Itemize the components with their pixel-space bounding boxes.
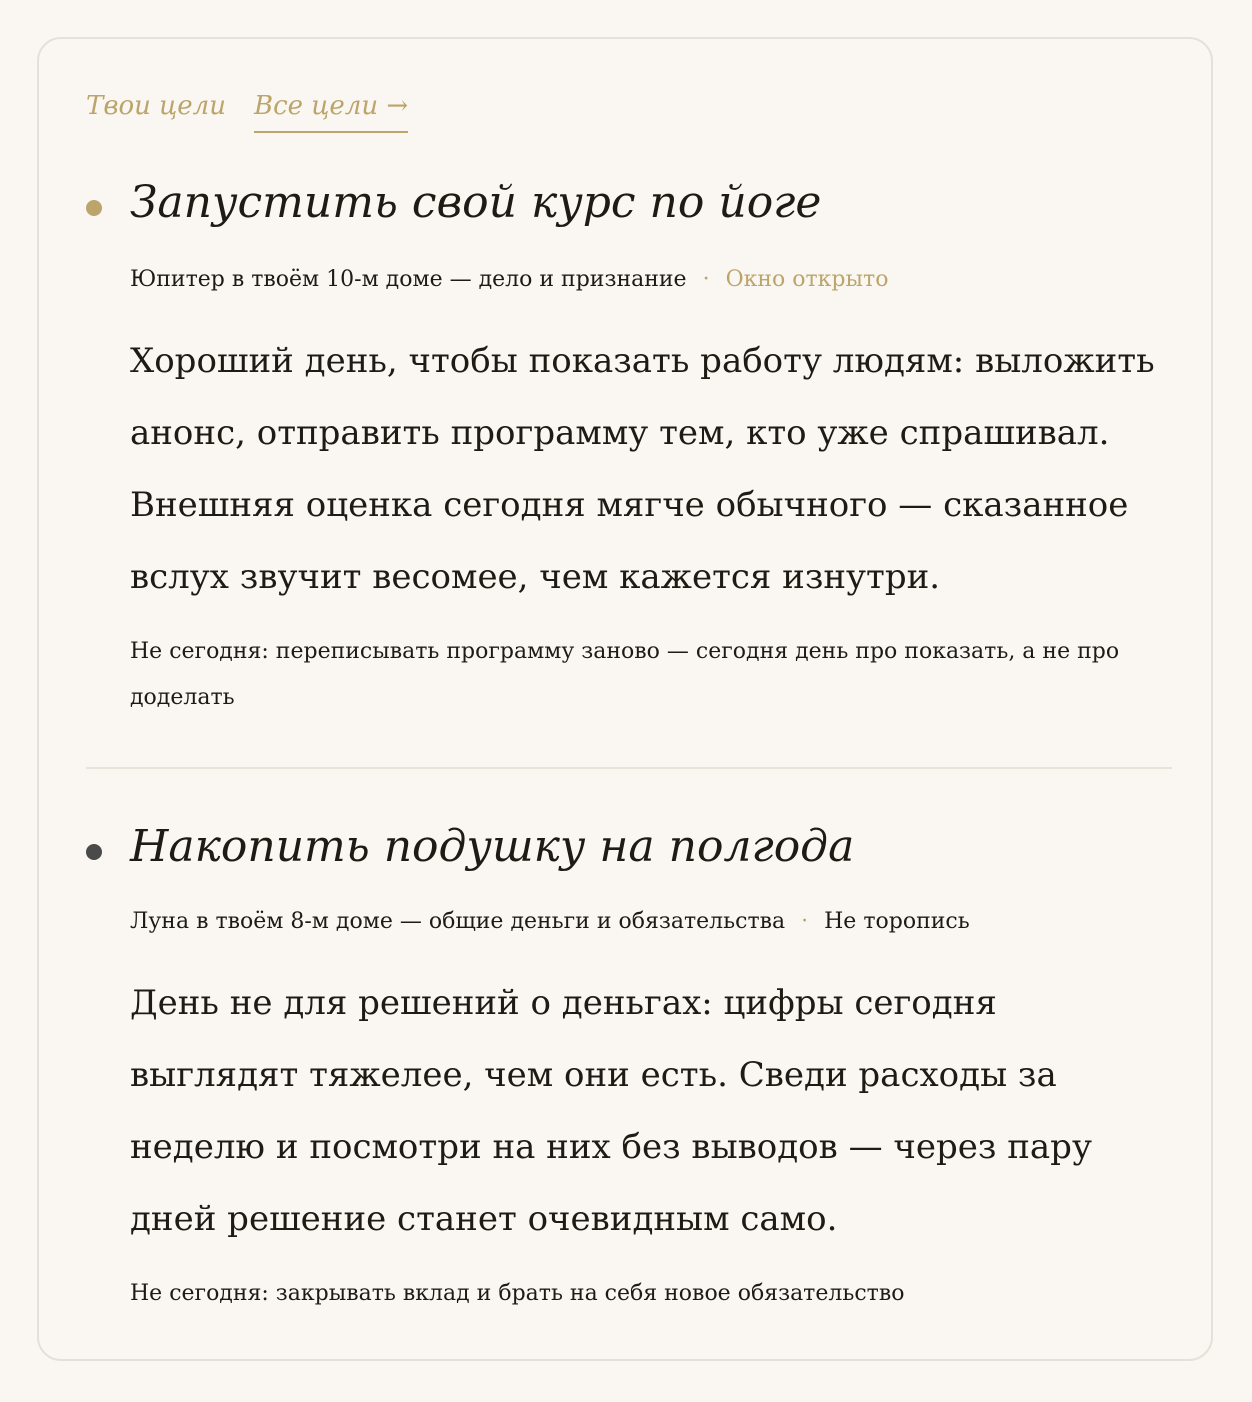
goal-title-row (86, 177, 1176, 237)
goal-item (86, 177, 1176, 710)
goal-title: Накопить подушку на полгода (130, 821, 855, 872)
not-today-note: Не сегодня: переписывать программу заново — сегодня день про показать, а не про доделать (130, 639, 1120, 710)
status-label: Окно открыто (725, 267, 889, 292)
goal-advice: День не для решений о деньгах: цифры сегодня выглядят тяжелее, чем они есть. Сведи расходы за неделю и посмотри на них без выводов — через пару дней решение станет очевидным само. (130, 983, 1092, 1239)
status-label: Не торопись (824, 909, 970, 934)
goal-meta (130, 265, 888, 295)
all-goals-link[interactable]: Все цели → (254, 91, 408, 133)
not-today-note: Не сегодня: закрывать вклад и брать на себя новое обязательство (130, 1281, 905, 1306)
goal-meta (130, 907, 970, 937)
goal-title-row (86, 821, 1176, 881)
goal-divider (86, 767, 1172, 769)
goal-item (86, 821, 1176, 1306)
transit-text: Луна в твоём 8-м доме — общие деньги и обязательства (130, 909, 786, 934)
goals-header (86, 91, 408, 133)
goal-advice: Хороший день, чтобы показать работу людям: выложить анонс, отправить программу тем, кто уже спрашивал. Внешняя оценка сегодня мягче обычного — сказанное вслух звучит весомее, чем кажется изнутри. (130, 341, 1155, 597)
section-title: Твои цели (86, 91, 226, 121)
transit-text: Юпитер в твоём 10-м доме — дело и признание (130, 267, 687, 292)
status-dot-icon (86, 844, 102, 860)
goals-card (37, 37, 1213, 1361)
meta-separator: · (801, 909, 809, 934)
meta-separator: · (702, 267, 710, 292)
goal-title: Запустить свой курс по йоге (130, 177, 822, 228)
status-dot-icon (86, 200, 102, 216)
